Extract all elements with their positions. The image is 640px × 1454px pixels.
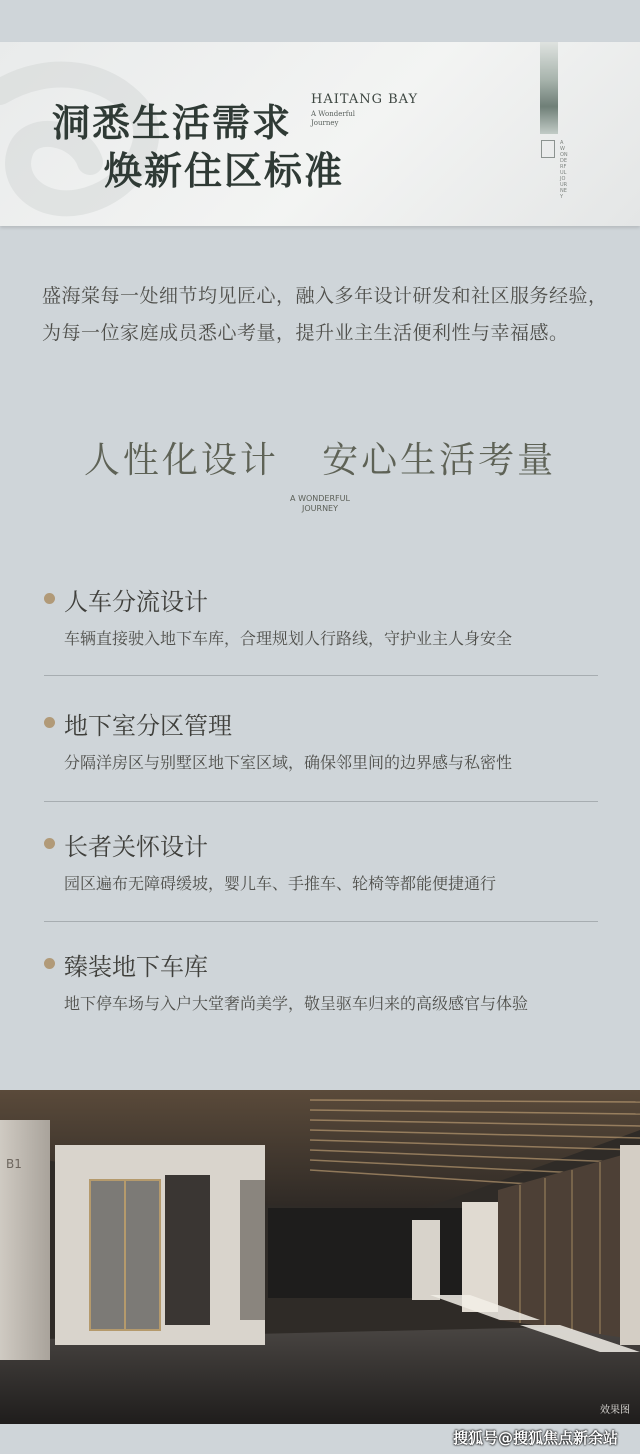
section-heading-en-line1: A WONDERFUL bbox=[290, 494, 350, 503]
bullet-dot-icon bbox=[44, 838, 55, 849]
feature-title: 臻装地下车库 bbox=[64, 953, 208, 981]
bullet-dot-icon bbox=[44, 717, 55, 728]
divider bbox=[44, 675, 598, 676]
section-heading-en-line2: JOURNEY bbox=[302, 504, 338, 513]
landscape-painting-strip bbox=[540, 42, 558, 134]
feature-title: 人车分流设计 bbox=[64, 588, 208, 616]
feature-description: 车辆直接驶入地下车库，合理规划人行路线，守护业主人身安全 bbox=[64, 629, 513, 648]
seal-stamp-icon bbox=[541, 140, 555, 158]
rendering-label: 效果图 bbox=[600, 1405, 630, 1416]
bullet-dot-icon bbox=[44, 958, 55, 969]
feature-description: 地下停车场与入户大堂奢尚美学，敬呈驱车归来的高级感官与体验 bbox=[64, 994, 529, 1013]
feature-title: 长者关怀设计 bbox=[64, 833, 208, 861]
garage-lobby-illustration bbox=[0, 1090, 640, 1424]
source-watermark: 搜狐号@搜狐焦点新余站 bbox=[453, 1429, 619, 1447]
feature-description: 园区遍布无障碍缓坡，婴儿车、手推车、轮椅等都能便捷通行 bbox=[64, 874, 497, 893]
garage-lobby-rendering bbox=[0, 1090, 640, 1424]
header-banner bbox=[0, 42, 640, 226]
bullet-dot-icon bbox=[44, 593, 55, 604]
intro-paragraph: 盛海棠每一处细节均见匠心，融入多年设计研发和社区服务经验，为每一位家庭成员悉心考量，提升业主生活便利性与幸福感。 bbox=[42, 285, 608, 344]
feature-description: 分隔洋房区与别墅区地下室区域，确保邻里间的边界感与私密性 bbox=[64, 753, 513, 772]
banner-title-line1: 洞悉生活需求 bbox=[52, 100, 293, 145]
divider bbox=[44, 921, 598, 922]
vertical-tagline: A WONDERFUL JOURNEY bbox=[560, 140, 568, 200]
brand-name: HAITANG BAY bbox=[311, 92, 419, 107]
floor-sign-text: B1 bbox=[6, 1157, 22, 1171]
banner-title-line2: 焕新住区标准 bbox=[104, 148, 345, 193]
feature-title: 地下室分区管理 bbox=[64, 712, 232, 740]
section-heading: 人性化设计 安心生活考量 bbox=[83, 440, 557, 481]
brand-tagline: A Wonderful Journey bbox=[311, 110, 356, 127]
divider bbox=[44, 801, 598, 802]
section-heading-en bbox=[0, 494, 640, 514]
